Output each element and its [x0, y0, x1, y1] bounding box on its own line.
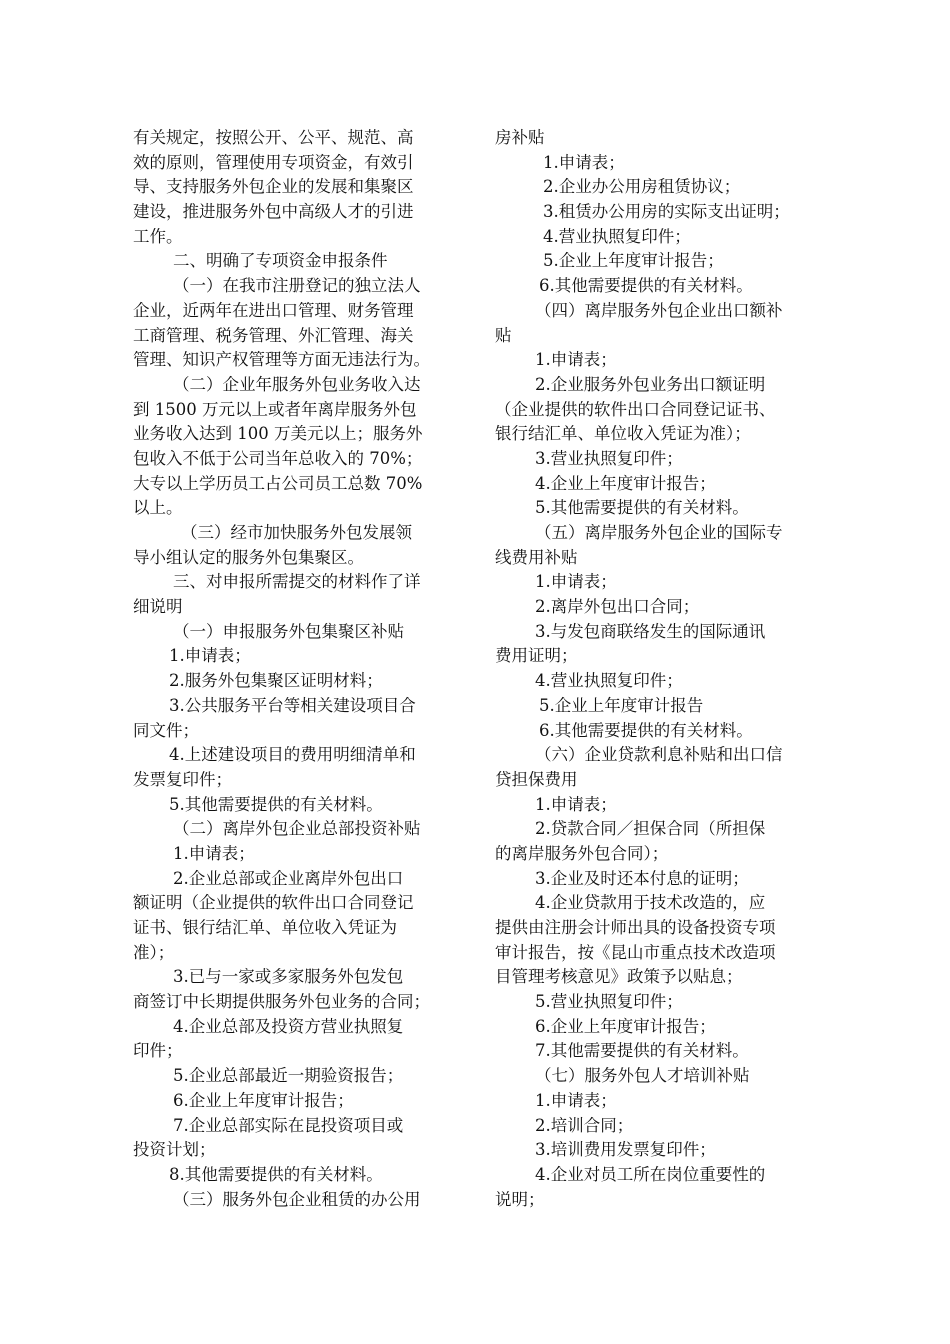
- text-line: 管理、知识产权管理等方面无违法行为。: [133, 350, 430, 370]
- text-line: 4.营业执照复印件；: [543, 226, 691, 246]
- text-line: 6.企业上年度审计报告；: [535, 1016, 716, 1036]
- text-line: 5.营业执照复印件；: [535, 992, 683, 1012]
- text-line: 2.企业服务外包业务出口额证明: [535, 374, 766, 394]
- text-line: 3.企业及时还本付息的证明；: [535, 868, 749, 888]
- text-line: （一）申报服务外包集聚区补贴: [173, 621, 404, 641]
- text-line: 包收入不低于公司当年总收入的 70%；: [133, 448, 423, 468]
- text-line: （四）离岸服务外包企业出口额补: [535, 300, 783, 320]
- text-line: 费用证明；: [495, 646, 578, 666]
- text-line: 以上。: [133, 498, 183, 518]
- left-text-column: [133, 126, 463, 1212]
- text-line: 大专以上学历员工占公司员工总数 70%: [133, 473, 423, 493]
- text-line: 2.培训合同；: [535, 1115, 634, 1135]
- text-line: 7.企业总部实际在昆投资项目或: [173, 1115, 404, 1135]
- text-line: 额证明（企业提供的软件出口合同登记: [133, 893, 414, 913]
- text-line: 5.企业上年度审计报告: [539, 695, 704, 715]
- text-line: 2.离岸外包出口合同；: [535, 597, 700, 617]
- text-line: 目管理考核意见》政策予以贴息；: [495, 967, 743, 987]
- text-line: 2.企业办公用房租赁协议；: [543, 177, 741, 197]
- text-line: （二）离岸外包企业总部投资补贴: [173, 819, 421, 839]
- text-line: 证书、银行结汇单、单位收入凭证为: [133, 918, 397, 937]
- text-line: 2.服务外包集聚区证明材料；: [169, 671, 383, 691]
- text-line: 1.申请表；: [535, 1090, 617, 1110]
- text-line: 3.与发包商联络发生的国际通讯: [535, 621, 766, 641]
- text-line: 同文件；: [133, 720, 199, 740]
- text-line: 1.申请表；: [543, 152, 625, 172]
- text-line: 提供由注册会计师出具的设备投资专项: [495, 918, 776, 937]
- text-line: 3.已与一家或多家服务外包发包: [173, 967, 404, 987]
- text-line: 三、对申报所需提交的材料作了详: [173, 572, 421, 592]
- text-line: 6.其他需要提供的有关材料。: [539, 276, 753, 296]
- text-line: 建设，推进服务外包中高级人才的引进: [133, 202, 414, 222]
- text-line: 工商管理、税务管理、外汇管理、海关: [133, 325, 414, 345]
- text-line: 3.营业执照复印件；: [535, 448, 683, 468]
- text-line: 5.其他需要提供的有关材料。: [535, 498, 749, 518]
- text-line: （三）经市加快服务外包发展领: [181, 523, 412, 542]
- text-line: 发票复印件；: [133, 769, 232, 789]
- text-line: 2.企业总部或企业离岸外包出口: [173, 868, 404, 888]
- text-line: 企业，近两年在进出口管理、财务管理: [133, 300, 414, 320]
- text-line: 导、支持服务外包企业的发展和集聚区: [133, 177, 414, 197]
- text-line: （七）服务外包人才培训补贴: [535, 1066, 750, 1086]
- text-line: 到 1500 万元以上或者年离岸服务外包: [133, 399, 417, 419]
- text-line: 有关规定，按照公开、公平、规范、高: [133, 128, 414, 147]
- text-line: 房补贴: [495, 128, 545, 147]
- text-line: （五）离岸服务外包企业的国际专: [535, 523, 783, 542]
- text-line: 6.其他需要提供的有关材料。: [539, 720, 753, 740]
- right-text-column: [495, 126, 825, 1212]
- text-line: 投资计划；: [133, 1140, 216, 1160]
- text-line: 的离岸服务外包合同）；: [495, 843, 669, 863]
- text-line: （三）服务外包企业租赁的办公用: [173, 1189, 421, 1209]
- text-line: 贴: [495, 325, 512, 345]
- text-line: 银行结汇单、单位收入凭证为准）；: [495, 424, 751, 444]
- text-line: 4.企业上年度审计报告；: [535, 473, 716, 493]
- text-line: 审计报告，按《昆山市重点技术改造项: [495, 942, 776, 962]
- text-line: （六）企业贷款利息补贴和出口信: [535, 745, 783, 765]
- text-line: 二、明确了专项资金申报条件: [173, 251, 388, 271]
- text-line: 导小组认定的服务外包集聚区。: [133, 547, 364, 567]
- text-line: 1.申请表；: [535, 350, 617, 370]
- text-line: 4.上述建设项目的费用明细清单和: [169, 745, 416, 765]
- text-line: 5.企业总部最近一期验资报告；: [173, 1066, 404, 1086]
- text-line: 1.申请表；: [173, 843, 255, 863]
- text-line: 印件；: [133, 1041, 183, 1061]
- text-line: 说明；: [495, 1189, 545, 1209]
- text-line: 6.企业上年度审计报告；: [173, 1090, 354, 1110]
- text-line: 7.其他需要提供的有关材料。: [535, 1041, 749, 1061]
- text-line: 5.企业上年度审计报告；: [543, 251, 724, 271]
- text-line: 工作。: [133, 226, 183, 246]
- text-line: （二）企业年服务外包业务收入达: [173, 374, 421, 394]
- text-line: 商签订中长期提供服务外包业务的合同；: [133, 992, 430, 1012]
- text-line: 2.贷款合同／担保合同（所担保: [535, 819, 766, 839]
- text-line: 线费用补贴: [495, 547, 578, 567]
- text-line: 4.企业对员工所在岗位重要性的: [535, 1164, 766, 1184]
- text-line: 4.企业贷款用于技术改造的，应: [535, 893, 766, 913]
- text-line: 1.申请表；: [169, 646, 251, 666]
- text-line: 1.申请表；: [535, 572, 617, 592]
- text-line: 细说明: [133, 597, 183, 617]
- text-line: 贷担保费用: [495, 769, 578, 789]
- text-line: 3.租赁办公用房的实际支出证明；: [543, 202, 790, 222]
- text-line: 1.申请表；: [535, 794, 617, 814]
- text-line: 4.营业执照复印件；: [535, 671, 683, 691]
- text-line: 4.企业总部及投资方营业执照复: [173, 1016, 404, 1036]
- text-line: 8.其他需要提供的有关材料。: [169, 1164, 383, 1184]
- text-line: 准）；: [133, 942, 175, 962]
- text-line: 3.培训费用发票复印件；: [535, 1140, 716, 1160]
- text-line: 3.公共服务平台等相关建设项目合: [169, 695, 416, 715]
- text-line: （一）在我市注册登记的独立法人: [173, 276, 421, 296]
- text-line: 效的原则，管理使用专项资金，有效引: [133, 152, 414, 172]
- text-line: （企业提供的软件出口合同登记证书、: [495, 399, 776, 419]
- text-line: 5.其他需要提供的有关材料。: [169, 794, 383, 814]
- text-line: 业务收入达到 100 万美元以上；服务外: [133, 424, 423, 444]
